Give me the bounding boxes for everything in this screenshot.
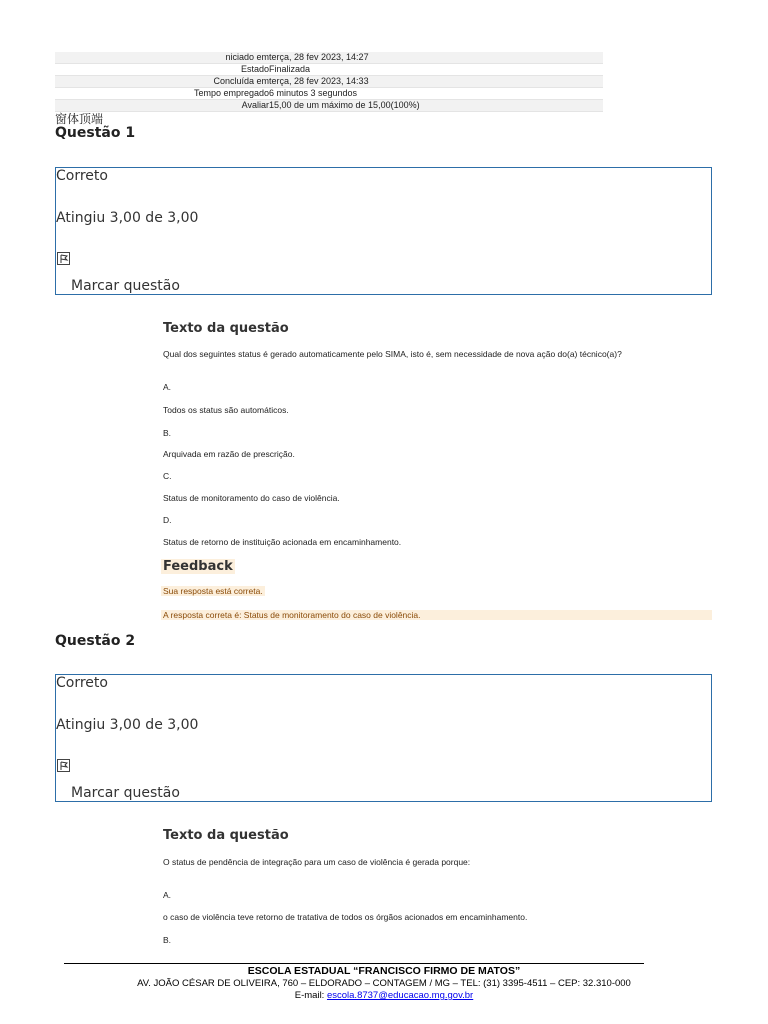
footer-email-label: E-mail: xyxy=(294,990,327,1001)
footer-email-link[interactable]: escola.8737@educacao.mg.gov.br xyxy=(326,990,474,1001)
option-text[interactable]: Status de monitoramento do caso de violência. xyxy=(163,493,340,503)
question-text-title: Texto da questão xyxy=(163,828,289,843)
question-state: Correto xyxy=(56,675,108,691)
question-text: O status de pendência de integração para um caso de violência é gerada porque: xyxy=(163,857,471,867)
footer-address: AV. JOÃO CÉSAR DE OLIVEIRA, 760 – ELDORADO – CONTAGEM / MG – TEL: (31) 3395-4511 – CEP: 32.310-000 xyxy=(137,978,631,989)
option-text[interactable]: Status de retorno de instituição acionada em encaminhamento. xyxy=(163,537,402,547)
summary-value: terça, 28 fev 2023, 14:33 xyxy=(269,76,369,86)
summary-value: Finalizada xyxy=(269,64,311,74)
summary-row-state xyxy=(55,64,603,76)
summary-label: Tempo empregado xyxy=(193,88,269,98)
summary-row-time xyxy=(55,88,603,100)
footer-school-name: ESCOLA ESTADUAL “FRANCISCO FIRMO DE MATOS” xyxy=(247,965,521,977)
option-letter: D. xyxy=(163,515,172,525)
summary-label: Avaliar xyxy=(241,100,269,110)
footer-email-line xyxy=(0,990,768,1001)
question-grade: Atingiu 3,00 de 3,00 xyxy=(56,717,199,733)
summary-value: terça, 28 fev 2023, 14:27 xyxy=(269,52,369,62)
question-1-info-box xyxy=(55,167,712,295)
question-1-heading: Questão 1 xyxy=(55,125,136,141)
feedback-correct-message: Sua resposta está correta. xyxy=(163,586,263,596)
question-text: Qual dos seguintes status é gerado automaticamente pelo SIMA, isto é, sem necessidade de nova ação do(a) técnico(a)? xyxy=(163,349,622,359)
summary-value: 6 minutos 3 segundos xyxy=(269,88,358,98)
question-2-heading: Questão 2 xyxy=(55,633,136,649)
flag-question-link[interactable]: Marcar questão xyxy=(71,785,180,801)
question-state: Correto xyxy=(56,168,108,184)
option-letter: A. xyxy=(163,890,172,900)
summary-row-completed xyxy=(55,76,603,88)
flag-question-link[interactable]: Marcar questão xyxy=(71,278,180,294)
summary-label: Estado xyxy=(240,64,269,74)
option-text[interactable]: Arquivada em razão de prescrição. xyxy=(163,449,295,459)
summary-row-grade xyxy=(55,100,603,112)
summary-label: Concluída em xyxy=(213,76,269,86)
option-letter: B. xyxy=(163,935,172,945)
attempt-summary-table xyxy=(55,52,603,112)
question-text-title: Texto da questão xyxy=(163,321,289,336)
summary-value: 15,00 de um máximo de 15,00(100%) xyxy=(269,100,420,110)
summary-row-started xyxy=(55,52,603,64)
option-text[interactable]: o caso de violência teve retorno de tratativa de todos os órgãos acionados em encaminhamento. xyxy=(163,912,528,922)
summary-label: niciado em xyxy=(225,52,269,62)
question-grade: Atingiu 3,00 de 3,00 xyxy=(56,210,199,226)
option-letter: A. xyxy=(163,382,172,392)
window-top-marker: 窗体顶端 xyxy=(55,112,104,126)
footer-divider xyxy=(64,963,644,964)
feedback-title: Feedback xyxy=(163,559,233,574)
option-text[interactable]: Todos os status são automáticos. xyxy=(163,405,289,415)
option-letter: B. xyxy=(163,428,172,438)
option-letter: C. xyxy=(163,471,172,481)
flag-icon[interactable] xyxy=(57,759,70,772)
feedback-right-answer: A resposta correta é: Status de monitoramento do caso de violência. xyxy=(161,610,712,620)
flag-icon[interactable] xyxy=(57,252,70,265)
question-2-info-box xyxy=(55,674,712,802)
